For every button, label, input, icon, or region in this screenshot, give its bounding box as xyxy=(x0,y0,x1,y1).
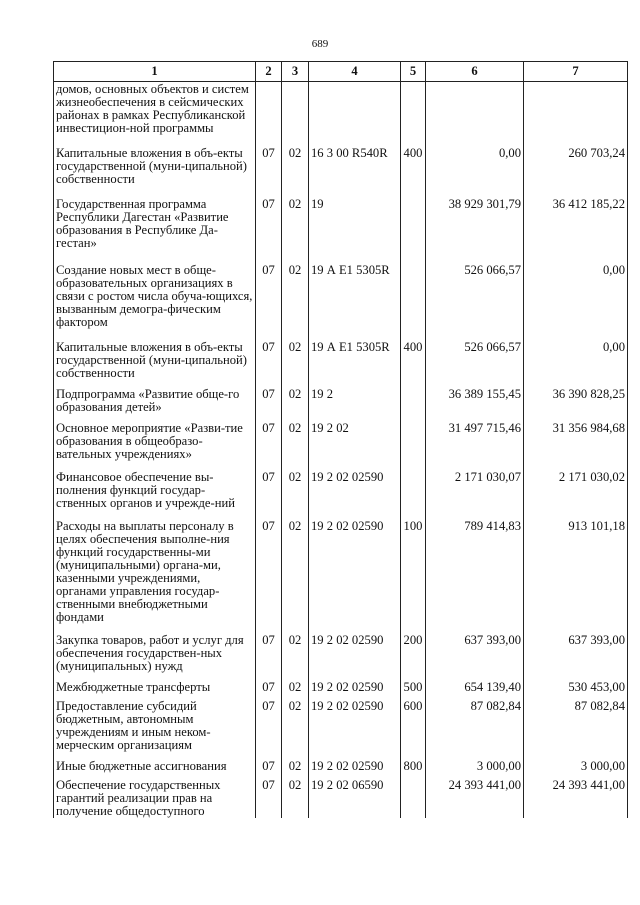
row-amount-year-1: 0,00 xyxy=(426,147,524,198)
row-section: 07 xyxy=(256,700,282,760)
row-amount-year-2: 36 390 828,25 xyxy=(524,388,628,422)
row-section: 07 xyxy=(256,760,282,779)
header-col-3: 3 xyxy=(282,62,309,82)
header-col-6: 6 xyxy=(426,62,524,82)
table-row xyxy=(54,388,628,422)
row-name: Подпрограмма «Развитие обще-го образования детей» xyxy=(54,388,256,422)
row-amount-year-2: 2 171 030,02 xyxy=(524,471,628,520)
row-expense-type xyxy=(401,471,426,520)
row-amount-year-1: 36 389 155,45 xyxy=(426,388,524,422)
row-subsection: 02 xyxy=(282,264,309,341)
row-amount-year-2: 0,00 xyxy=(524,264,628,341)
row-target-article: 19 2 02 02590 xyxy=(309,700,401,760)
row-subsection: 02 xyxy=(282,198,309,264)
table-row xyxy=(54,147,628,198)
row-section: 07 xyxy=(256,681,282,700)
row-target-article: 19 2 02 02590 xyxy=(309,520,401,634)
row-name: Финансовое обеспечение вы-полнения функций государ-ственных органов и учрежде-ний xyxy=(54,471,256,520)
row-name: Основное мероприятие «Разви-тие образования в общеобразо-вательных учреждениях» xyxy=(54,422,256,471)
row-subsection: 02 xyxy=(282,634,309,681)
row-target-article: 19 2 xyxy=(309,388,401,422)
table-row xyxy=(54,471,628,520)
row-subsection: 02 xyxy=(282,388,309,422)
row-name: Расходы на выплаты персоналу в целях обеспечения выполне-ния функций государственны-ми (муниципальными) органа-ми, казенными учреждениями, органами управления государ-ственными внебюджетными фондами xyxy=(54,520,256,634)
row-target-article: 16 3 00 R540R xyxy=(309,147,401,198)
row-amount-year-2: 87 082,84 xyxy=(524,700,628,760)
row-section: 07 xyxy=(256,779,282,818)
table-row xyxy=(54,634,628,681)
row-section: 07 xyxy=(256,198,282,264)
row-section: 07 xyxy=(256,388,282,422)
row-amount-year-1: 526 066,57 xyxy=(426,341,524,388)
row-amount-year-2: 530 453,00 xyxy=(524,681,628,700)
row-amount-year-2: 260 703,24 xyxy=(524,147,628,198)
row-expense-type xyxy=(401,422,426,471)
row-amount-year-2: 3 000,00 xyxy=(524,760,628,779)
row-name: Государственная программа Республики Дагестан «Развитие образования в Республике Да-гестан» xyxy=(54,198,256,264)
row-subsection: 02 xyxy=(282,520,309,634)
row-amount-year-2: 0,00 xyxy=(524,341,628,388)
row-name: Предоставление субсидий бюджетным, автономным учреждениям и иным неком-мерческим организациям xyxy=(54,700,256,760)
row-target-article: 19 А Е1 5305R xyxy=(309,264,401,341)
row-section: 07 xyxy=(256,634,282,681)
row-name: Обеспечение государственных гарантий реализации прав на получение общедоступного xyxy=(54,779,256,818)
row-amount-year-1: 24 393 441,00 xyxy=(426,779,524,818)
table-row xyxy=(54,700,628,760)
row-name: Закупка товаров, работ и услуг для обеспечения государствен-ных (муниципальных) нужд xyxy=(54,634,256,681)
table-row xyxy=(54,681,628,700)
header-row xyxy=(54,62,628,82)
row-target-article: 19 2 02 02590 xyxy=(309,471,401,520)
row-name: Создание новых мест в обще-образовательных организациях в связи с ростом числа обуча-ющихся, вызванным демогра-фическим фактором xyxy=(54,264,256,341)
row-section: 07 xyxy=(256,147,282,198)
row-subsection: 02 xyxy=(282,471,309,520)
row-amount-year-1: 87 082,84 xyxy=(426,700,524,760)
row-section: 07 xyxy=(256,422,282,471)
row-name: Капитальные вложения в объ-екты государственной (муни-ципальной) собственности xyxy=(54,147,256,198)
row-target-article xyxy=(309,82,401,148)
row-target-article: 19 xyxy=(309,198,401,264)
row-subsection: 02 xyxy=(282,700,309,760)
row-target-article: 19 2 02 02590 xyxy=(309,634,401,681)
row-expense-type xyxy=(401,264,426,341)
row-amount-year-1: 38 929 301,79 xyxy=(426,198,524,264)
row-expense-type xyxy=(401,388,426,422)
row-amount-year-1: 3 000,00 xyxy=(426,760,524,779)
row-target-article: 19 2 02 02590 xyxy=(309,681,401,700)
row-subsection: 02 xyxy=(282,760,309,779)
table-row xyxy=(54,520,628,634)
row-name: Иные бюджетные ассигнования xyxy=(54,760,256,779)
row-section: 07 xyxy=(256,264,282,341)
row-expense-type: 200 xyxy=(401,634,426,681)
row-expense-type: 600 xyxy=(401,700,426,760)
row-amount-year-2: 36 412 185,22 xyxy=(524,198,628,264)
row-amount-year-2: 24 393 441,00 xyxy=(524,779,628,818)
row-target-article: 19 2 02 02590 xyxy=(309,760,401,779)
row-name: домов, основных объектов и систем жизнеобеспечения в сейсмических районах в рамках Республиканской инвестицион-ной программы xyxy=(54,82,256,148)
row-expense-type xyxy=(401,82,426,148)
row-subsection: 02 xyxy=(282,681,309,700)
row-expense-type xyxy=(401,198,426,264)
page-number: 689 xyxy=(311,38,329,50)
row-subsection: 02 xyxy=(282,779,309,818)
header-col-1: 1 xyxy=(54,62,256,82)
row-subsection: 02 xyxy=(282,341,309,388)
header-col-2: 2 xyxy=(256,62,282,82)
row-target-article: 19 А Е1 5305R xyxy=(309,341,401,388)
row-subsection: 02 xyxy=(282,422,309,471)
table-row xyxy=(54,264,628,341)
row-target-article: 19 2 02 06590 xyxy=(309,779,401,818)
row-expense-type: 400 xyxy=(401,341,426,388)
row-name: Капитальные вложения в объ-екты государственной (муни-ципальной) собственности xyxy=(54,341,256,388)
row-section xyxy=(256,82,282,148)
row-expense-type: 100 xyxy=(401,520,426,634)
row-section: 07 xyxy=(256,471,282,520)
budget-table xyxy=(53,61,628,818)
row-amount-year-1 xyxy=(426,82,524,148)
table-row xyxy=(54,422,628,471)
row-expense-type: 800 xyxy=(401,760,426,779)
header-col-4: 4 xyxy=(309,62,401,82)
row-expense-type: 400 xyxy=(401,147,426,198)
row-target-article: 19 2 02 xyxy=(309,422,401,471)
row-expense-type: 500 xyxy=(401,681,426,700)
row-amount-year-2: 913 101,18 xyxy=(524,520,628,634)
row-subsection xyxy=(282,82,309,148)
row-amount-year-1: 526 066,57 xyxy=(426,264,524,341)
row-amount-year-2 xyxy=(524,82,628,148)
header-col-5: 5 xyxy=(401,62,426,82)
row-amount-year-1: 2 171 030,07 xyxy=(426,471,524,520)
row-section: 07 xyxy=(256,520,282,634)
header-col-7: 7 xyxy=(524,62,628,82)
row-name: Межбюджетные трансферты xyxy=(54,681,256,700)
row-expense-type xyxy=(401,779,426,818)
row-section: 07 xyxy=(256,341,282,388)
row-subsection: 02 xyxy=(282,147,309,198)
table-row xyxy=(54,198,628,264)
row-amount-year-2: 637 393,00 xyxy=(524,634,628,681)
row-amount-year-1: 637 393,00 xyxy=(426,634,524,681)
table-row xyxy=(54,760,628,779)
row-amount-year-2: 31 356 984,68 xyxy=(524,422,628,471)
row-amount-year-1: 654 139,40 xyxy=(426,681,524,700)
row-amount-year-1: 31 497 715,46 xyxy=(426,422,524,471)
table-row xyxy=(54,341,628,388)
table-row xyxy=(54,779,628,818)
table-row xyxy=(54,82,628,148)
row-amount-year-1: 789 414,83 xyxy=(426,520,524,634)
